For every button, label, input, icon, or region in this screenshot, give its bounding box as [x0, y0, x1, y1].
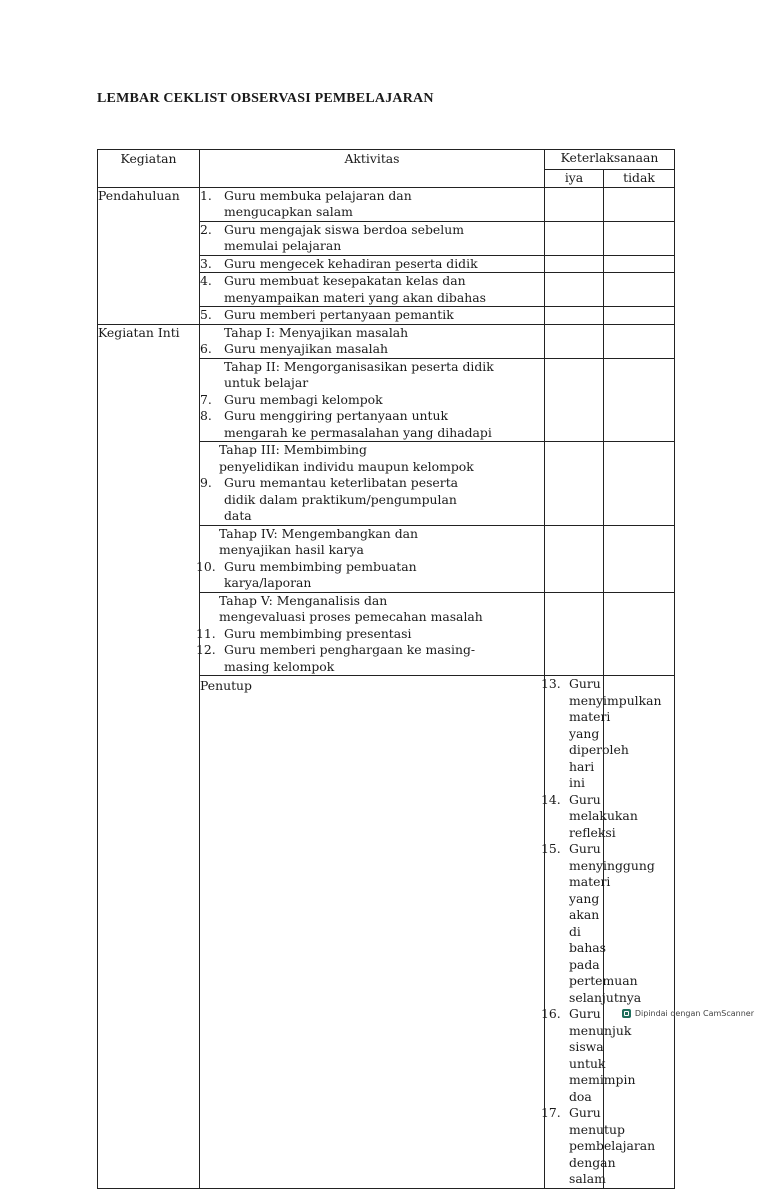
- activity-cell: [200, 324, 545, 358]
- activity-cell: [200, 307, 545, 325]
- activity-item: 13. Guru menyimpulkan materi yang: [541, 676, 662, 741]
- activity-item: 11. Guru membimbing presentasi: [196, 625, 412, 641]
- stage-label: Tahap III: Membimbing: [219, 442, 367, 457]
- check-iya-cell[interactable]: [545, 442, 604, 526]
- activity-cell: Tahap IV: Mengembangkan dan menyajikan hasil karya 10. Guru membimbing pembuatan karya/laporan: [200, 525, 545, 592]
- activity-cell: Tahap III: Membimbing penyelidikan individu maupun kelompok 9. Guru memantau keterlibatan peserta didik dalam praktikum/pengumpulan data: [200, 442, 545, 526]
- header-aktivitas: Aktivitas: [200, 150, 545, 188]
- check-tidak-cell[interactable]: [604, 187, 675, 221]
- activity-item: 7. Guru membagi kelompok: [200, 391, 383, 407]
- activity-item: 12. Guru memberi penghargaan ke masing-: [196, 642, 476, 657]
- check-tidak-cell[interactable]: [604, 324, 675, 358]
- activity-cell: 2. Guru mengajak siswa berdoa sebelum memulai pelajaran: [200, 221, 545, 255]
- section-pendahuluan: Pendahuluan: [98, 187, 200, 324]
- check-iya-cell[interactable]: [545, 324, 604, 358]
- activity-item: 14. Guru melakukan refleksi: [541, 791, 638, 840]
- check-iya-cell[interactable]: [545, 307, 604, 325]
- check-tidak-cell[interactable]: [604, 221, 675, 255]
- activity-item: 6. Guru menyajikan masalah: [200, 341, 389, 356]
- activity-item: 1. Guru membuka pelajaran dan: [200, 187, 412, 203]
- stage-label: Tahap II: Mengorganisasikan peserta didik: [224, 358, 494, 374]
- activity-cell: 1. Guru membuka pelajaran dan mengucapkan salam: [200, 187, 545, 221]
- stage-label: Tahap V: Menganalisis dan: [219, 592, 388, 608]
- activity-item: 4. Guru membuat kesepakatan kelas dan: [200, 273, 466, 288]
- activity-cell: Tahap V: Menganalisis dan mengevaluasi proses pemecahan masalah 11. Guru membimbing presentasi 12. Guru memberi penghargaan ke masing- masing kelompok: [200, 592, 545, 676]
- activity-item: 16. Guru menunjuk siswa untuk memimpin: [541, 1006, 636, 1087]
- check-iya-cell[interactable]: [545, 187, 604, 221]
- check-tidak-cell[interactable]: [604, 525, 675, 592]
- check-tidak-cell[interactable]: [604, 307, 675, 325]
- check-iya-cell[interactable]: [545, 358, 604, 442]
- check-tidak-cell[interactable]: [604, 592, 675, 676]
- activity-item: 15. Guru menyinggung materi yang akan di: [541, 841, 655, 939]
- camscanner-logo-icon: [622, 1009, 631, 1018]
- table-row: [98, 324, 675, 358]
- watermark-text: Dipindai dengan CamScanner: [634, 1009, 754, 1018]
- check-tidak-cell[interactable]: [604, 255, 675, 273]
- activity-cell: 13. Guru menyimpulkan materi yang diperoleh hari ini 14. Guru melakukan refleksi 15. Guru menyinggung materi yang akan di bahas pada pertemuan selanjutnya 16. Guru menunjuk siswa untuk memimpin doa 17. Guru menutup pembelajaran dengan salam: [541, 676, 662, 1186]
- check-iya-cell[interactable]: [545, 592, 604, 676]
- activity-cell: [200, 255, 545, 273]
- stage-label: Tahap I: Menyajikan masalah: [224, 324, 409, 340]
- activity-item: 8. Guru menggiring pertanyaan untuk: [200, 408, 448, 423]
- activity-item: 2. Guru mengajak siswa berdoa sebelum: [200, 221, 464, 237]
- header-tidak: tidak: [604, 170, 675, 188]
- activity-cell: Tahap II: Mengorganisasikan peserta didik untuk belajar 7. Guru membagi kelompok 8. Guru menggiring pertanyaan untuk mengarah ke permasalahan yang dihadapi: [200, 358, 545, 442]
- section-penutup: Penutup: [200, 676, 545, 1189]
- activity-item: 3. Guru mengecek kehadiran peserta didik: [200, 255, 478, 271]
- check-iya-cell[interactable]: [545, 221, 604, 255]
- check-tidak-cell[interactable]: [604, 442, 675, 526]
- header-keterlaksanaan: Keterlaksanaan: [545, 150, 675, 170]
- activity-cell: 4. Guru membuat kesepakatan kelas dan menyampaikan materi yang akan dibahas: [200, 273, 545, 307]
- page-title: LEMBAR CEKLIST OBSERVASI PEMBELAJARAN: [97, 91, 434, 106]
- header-iya: iya: [545, 170, 604, 188]
- check-iya-cell[interactable]: [545, 255, 604, 273]
- check-iya-cell[interactable]: [545, 525, 604, 592]
- table-header-row: [98, 150, 675, 170]
- activity-item: 5. Guru memberi pertanyaan pemantik: [200, 307, 454, 322]
- header-kegiatan: Kegiatan: [98, 150, 200, 188]
- check-tidak-cell[interactable]: [604, 358, 675, 442]
- table-row: [98, 187, 675, 221]
- activity-item: 10. Guru membimbing pembuatan: [196, 558, 417, 574]
- observation-checklist-table: [97, 149, 675, 1189]
- section-kegiatan-inti: Kegiatan Inti: [98, 324, 200, 1188]
- stage-label: Tahap IV: Mengembangkan dan: [219, 525, 418, 541]
- activity-item: 17. Guru menutup pembelajaran dengan: [541, 1105, 656, 1170]
- check-tidak-cell[interactable]: [604, 273, 675, 307]
- check-iya-cell[interactable]: [545, 273, 604, 307]
- scanner-watermark: [622, 1009, 754, 1018]
- activity-item: 9. Guru memantau keterlibatan peserta: [200, 475, 459, 490]
